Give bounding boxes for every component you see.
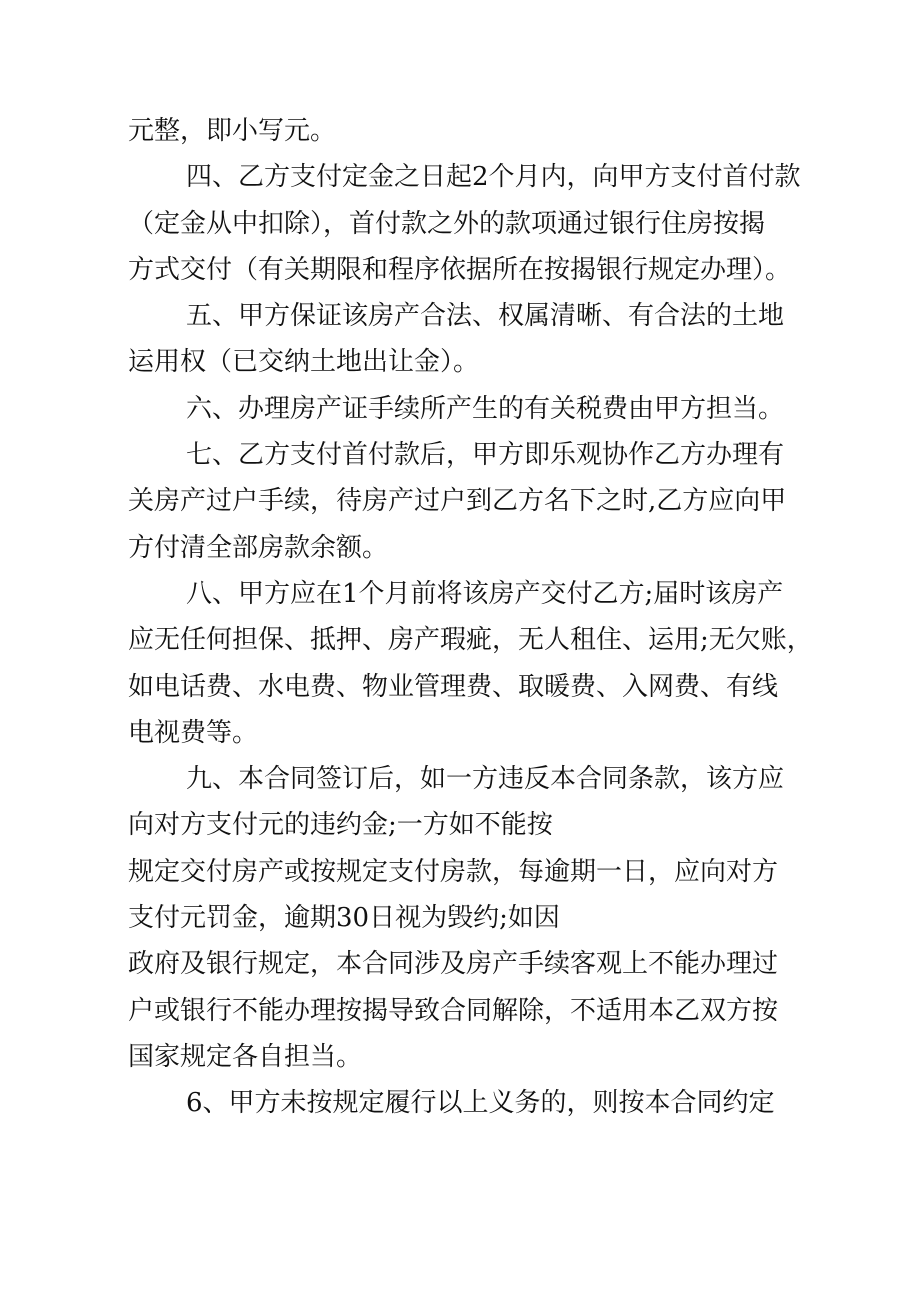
clause-8-line-2: 应无任何担保、抵押、房产瑕疵，无人租住、运用;无欠账， (128, 625, 813, 656)
clause-6-line-1: 六、办理房产证手续所产生的有关税费由甲方担当。 (186, 393, 785, 424)
clause-8-line-1: 八、甲方应在1个月前将该房产交付乙方;届时该房产 (186, 578, 784, 609)
clause-5-line-1: 五、甲方保证该房产合法、权属清晰、有合法的土地 (186, 301, 785, 332)
document-body (128, 108, 813, 1127)
clause-7-line-1: 七、乙方支付首付款后，甲方即乐观协作乙方办理有 (186, 440, 785, 471)
clause-9-line-4: 支付元罚金，逾期30日视为毁约;如因 (128, 903, 560, 934)
clause-4-line-2: （定金从中扣除），首付款之外的款项通过银行住房按揭 (128, 208, 766, 239)
clause-7-line-3: 方付清全部房款余额。 (128, 532, 389, 563)
clause-4-line-3: 方式交付（有关期限和程序依据所在按揭银行规定办理）。 (128, 254, 792, 285)
clause-9-line-3: 规定交付房产或按规定支付房款，每逾期一日，应向对方 (128, 856, 779, 887)
clause-9-line-2: 向对方支付元的违约金;一方如不能按 (128, 810, 553, 841)
clause-9-line-7: 国家规定各自担当。 (128, 1041, 363, 1072)
clause-9-line-1: 九、本合同签订后，如一方违反本合同条款，该方应 (186, 764, 785, 795)
clause-8-line-4: 电视费等。 (128, 717, 259, 748)
clause-5-line-2: 运用权（已交纳土地出让金）。 (128, 347, 480, 378)
clause-6b-line-1: 6、甲方未按规定履行以上义务的，则按本合同约定 (186, 1088, 775, 1119)
clause-8-line-3: 如电话费、水电费、物业管理费、取暖费、入网费、有线 (128, 671, 779, 702)
clause-4-line-1: 四、乙方支付定金之日起2个月内，向甲方支付首付款 (186, 162, 801, 193)
clause-9-line-5: 政府及银行规定，本合同涉及房产手续客观上不能办理过 (128, 949, 779, 980)
clause-7-line-2: 关房产过户手续，待房产过户到乙方名下之时,乙方应向甲 (128, 486, 787, 517)
text-line: 元整，即小写元。 (128, 116, 337, 146)
clause-9-line-6: 户或银行不能办理按揭导致合同解除，不适用本乙双方按 (128, 995, 779, 1026)
